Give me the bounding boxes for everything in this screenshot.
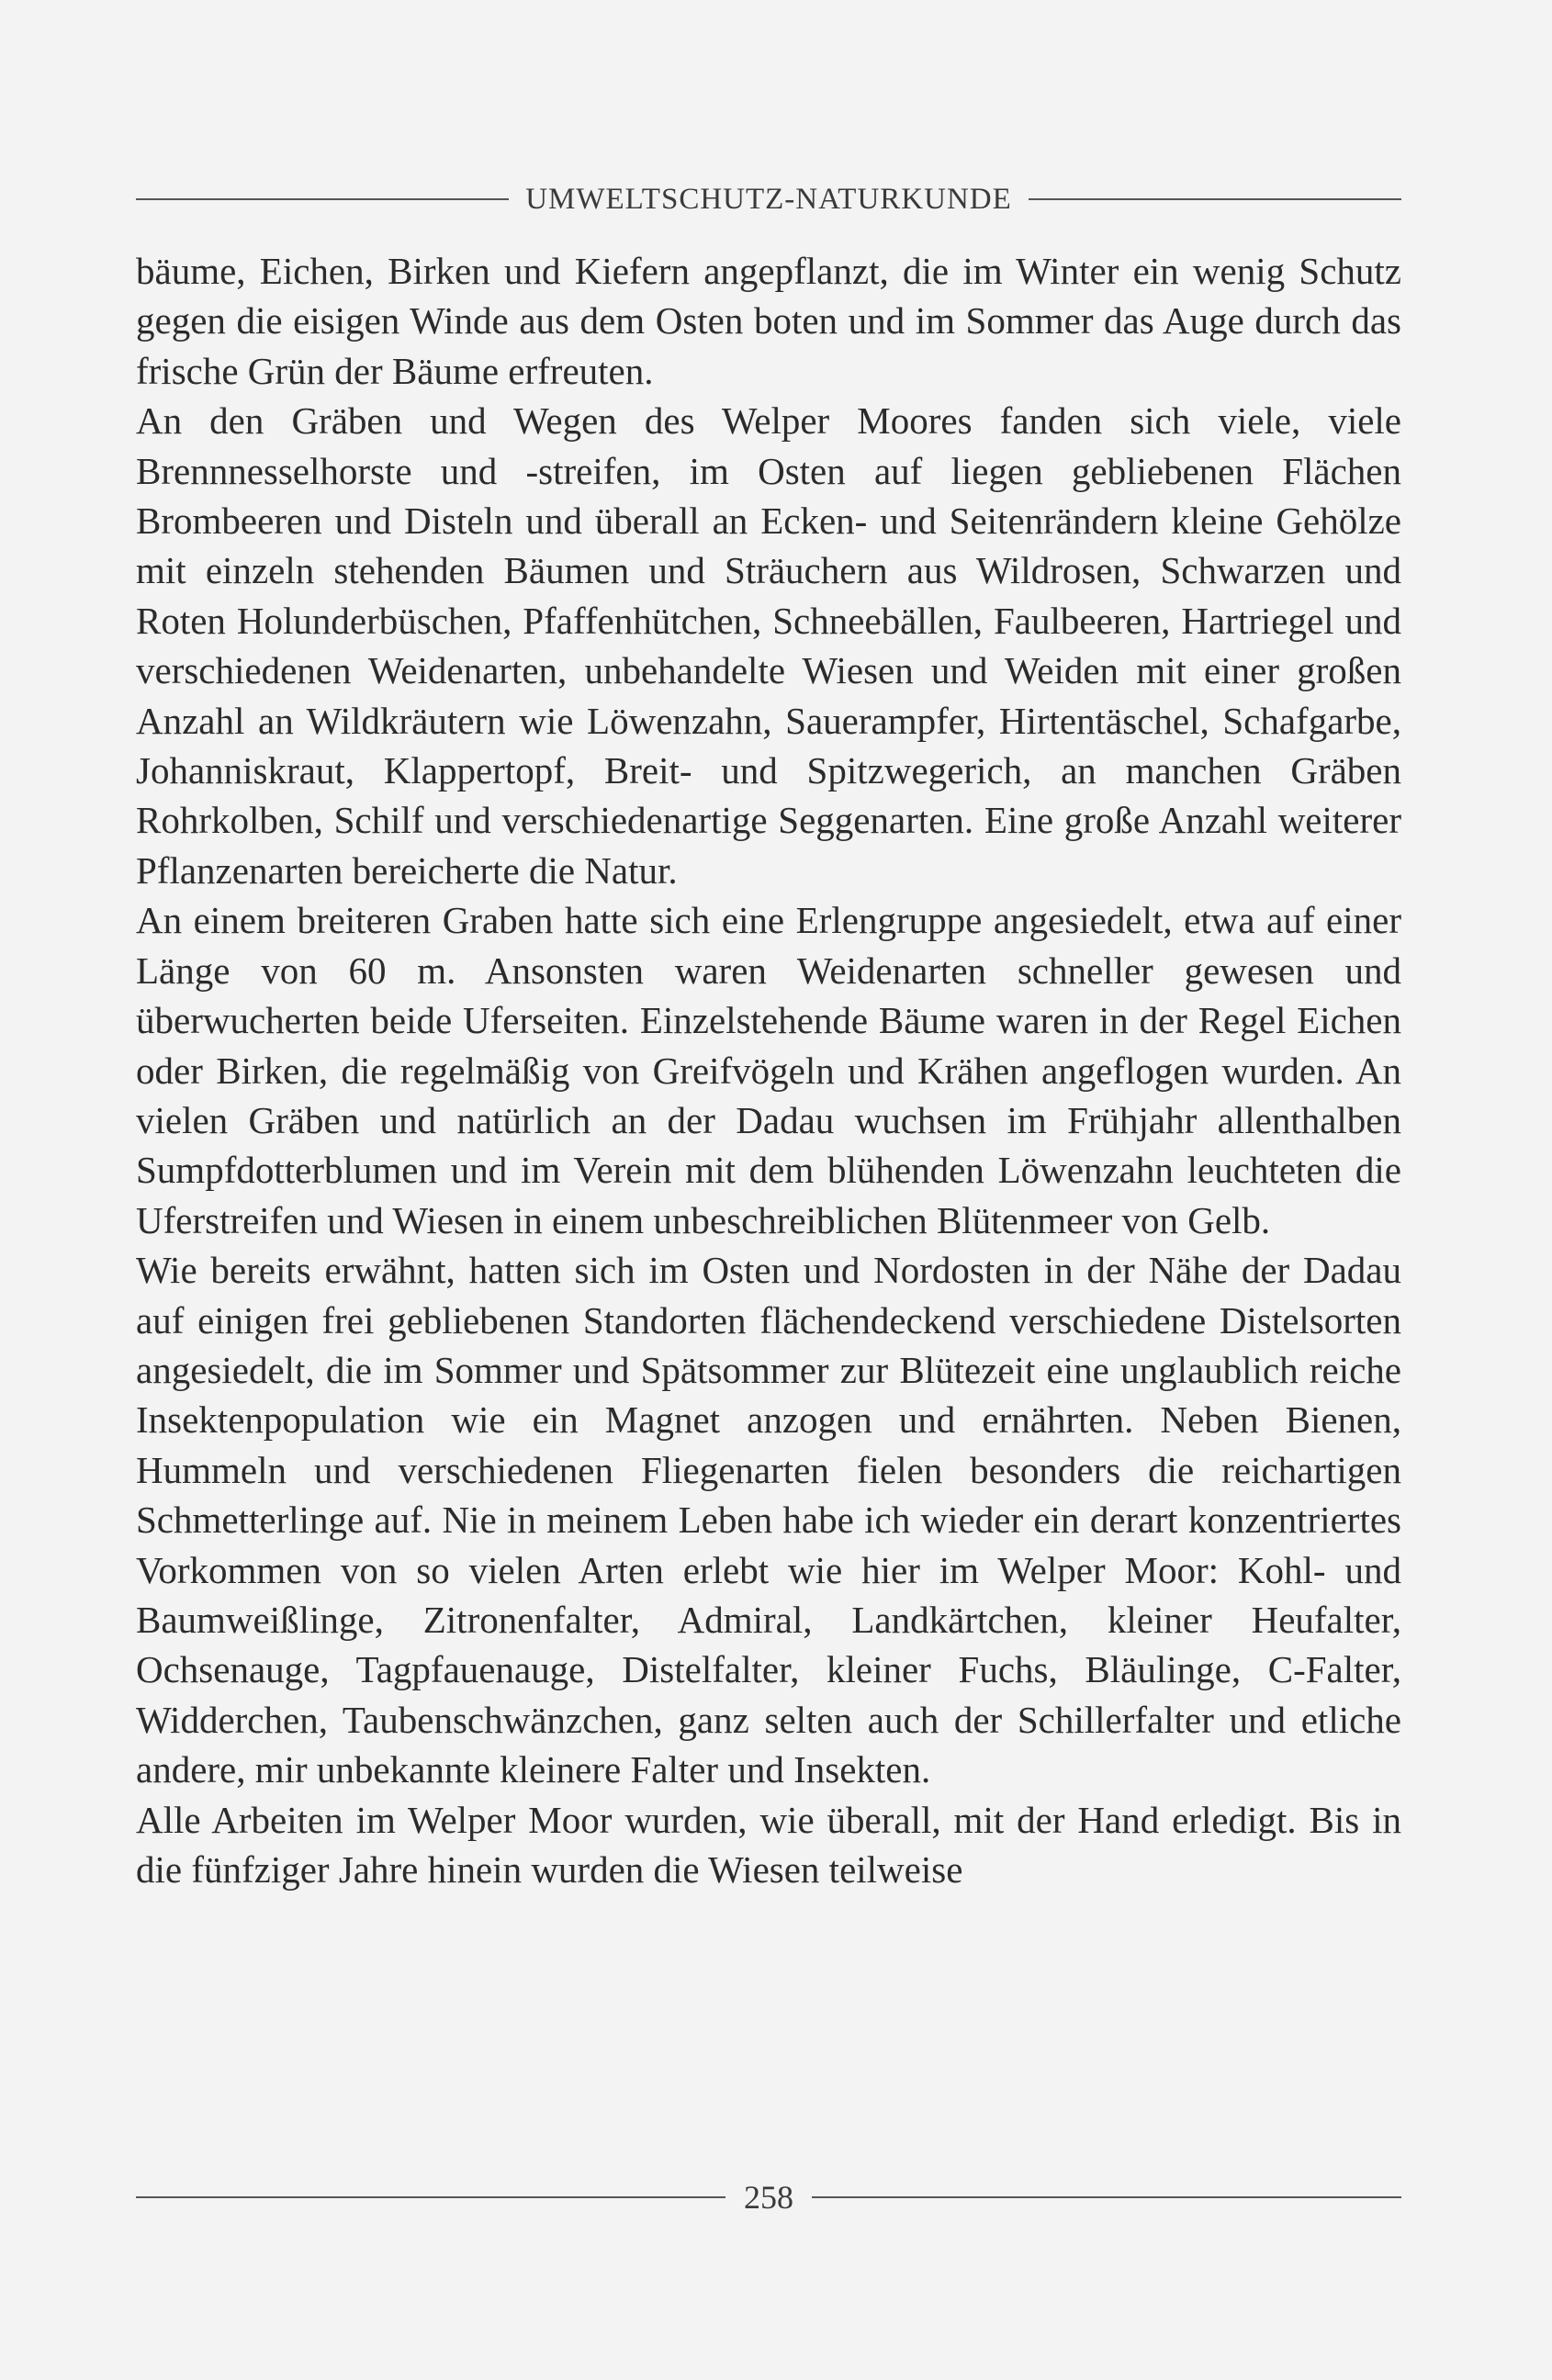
body-text <box>136 246 1401 1894</box>
header-rule-right <box>1029 198 1401 200</box>
page-footer <box>136 2176 1401 2218</box>
paragraph: An den Gräben und Wegen des Welper Moores fanden sich viele, viele Brennnesselhorste und -streifen, im Osten auf liegen gebliebenen Flächen Brombeeren und Disteln und überall an Ecken- und Seitenrändern kleine Gehölze mit einzeln stehenden Bäumen und Sträuchern aus Wildrosen, Schwarzen und Roten Holunderbüschen, Pfaffenhütchen, Schneebällen, Faulbeeren, Hartriegel und verschiedenen Weidenarten, unbehandelte Wiesen und Weiden mit einer großen Anzahl an Wildkräutern wie Löwenzahn, Sauerampfer, Hirtentäschel, Schafgarbe, Johanniskraut, Klappertopf, Breit- und Spitzwegerich, an manchen Gräben Rohrkolben, Schilf und verschiedenartige Seggenarten. Eine große Anzahl weiterer Pflanzenarten bereicherte die Natur. <box>136 399 1401 892</box>
paragraph: Wie bereits erwähnt, hatten sich im Osten und Nordosten in der Nähe der Dadau auf einigen frei gebliebenen Standorten flächendeckend verschiedene Distelsorten angesiedelt, die im Sommer und Spätsommer zur Blütezeit eine unglaublich reiche Insektenpopulation wie ein Magnet anzogen und ernährten. Neben Bienen, Hummeln und verschiedenen Fliegenarten fielen besonders die reichartigen Schmetterlinge auf. Nie in meinem Leben habe ich wieder ein derart konzentriertes Vorkommen von so vielen Arten erlebt wie hier im Welper Moor: Kohl- und Baumweißlinge, Zitronenfalter, Admiral, Landkärtchen, kleiner Heufalter, Ochsenauge, Tagpfauenauge, Distelfalter, kleiner Fuchs, Bläulinge, C-Falter, Widderchen, Taubenschwänzchen, ganz selten auch der Schillerfalter und etliche andere, mir unbekannte kleinere Falter und Insekten. <box>136 1249 1401 1791</box>
page-number: 258 <box>744 2179 793 2216</box>
paragraph: Alle Arbeiten im Welper Moor wurden, wie überall, mit der Hand erledigt. Bis in die fünfziger Jahre hinein wurden die Wiesen teilweise <box>136 1798 1401 1891</box>
running-header-title: UMWELTSCHUTZ-NATURKUNDE <box>525 182 1012 216</box>
paragraph: bäume, Eichen, Birken und Kiefern angepflanzt, die im Winter ein wenig Schutz gegen die eisigen Winde aus dem Osten boten und im Sommer das Auge durch das frische Grün der Bäume erfreuten. <box>136 250 1401 392</box>
paragraph: An einem breiteren Graben hatte sich eine Erlengruppe angesiedelt, etwa auf einer Länge von 60 m. Ansonsten waren Weidenarten schneller gewesen und überwucherten beide Uferseiten. Einzelstehende Bäume waren in der Regel Eichen oder Birken, die regelmäßig von Greifvögeln und Krähen angeflogen wurden. An vielen Gräben und natürlich an der Dadau wuchsen im Frühjahr allenthalben Sumpfdotterblumen und im Verein mit dem blühenden Löwenzahn leuchteten die Uferstreifen und Wiesen in einem unbeschreiblichen Blütenmeer von Gelb. <box>136 899 1401 1241</box>
running-header <box>136 179 1401 219</box>
footer-rule-right <box>812 2196 1401 2198</box>
footer-rule-left <box>136 2196 725 2198</box>
header-rule-left <box>136 198 509 200</box>
